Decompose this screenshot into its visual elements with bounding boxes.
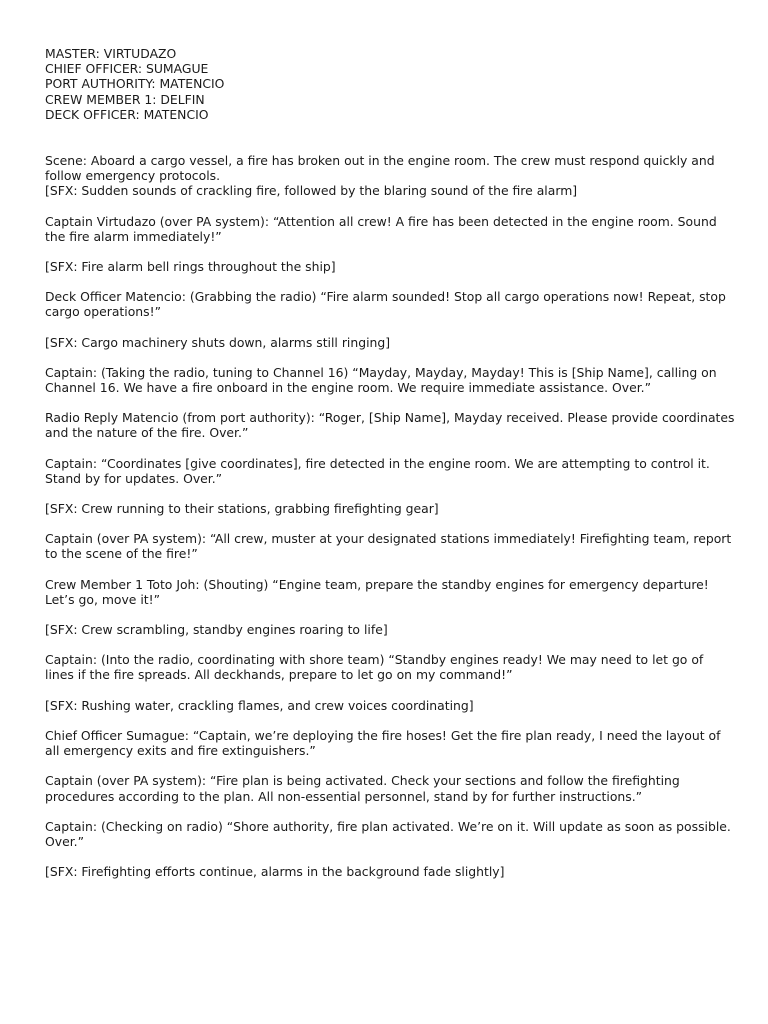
cast-line: DECK OFFICER: MATENCIO bbox=[45, 106, 209, 122]
sfx-line: [SFX: Crew scrambling, standby engines roaring to life] bbox=[45, 622, 388, 638]
scene-intro: Scene: Aboard a cargo vessel, a fire has broken out in the engine room. The crew must respond quickly and follow emergency protocols. bbox=[45, 153, 715, 184]
cast-line: MASTER: VIRTUDAZO bbox=[45, 46, 177, 61]
cast-line: CREW MEMBER 1: DELFIN bbox=[45, 91, 205, 107]
dialogue-line: Captain Virtudazo (over PA system): “Attention all crew! A fire has been detected in the engine room. Sound the fire alarm immediately!” bbox=[45, 213, 717, 244]
dialogue-line: Captain (over PA system): “All crew, muster at your designated stations immediately! Firefighting team, report to the scene of the fire!” bbox=[45, 531, 732, 562]
cast-line: PORT AUTHORITY: MATENCIO bbox=[45, 76, 225, 92]
dialogue-line: Captain: (Checking on radio) “Shore authority, fire plan activated. We’re on it. Will update as soon as possible. Over.” bbox=[45, 818, 731, 849]
dialogue-line: Chief Officer Sumague: “Captain, we’re deploying the fire hoses! Get the fire plan ready, I need the layout of all emergency exits and fire extinguishers.” bbox=[45, 727, 721, 759]
sfx-line: [SFX: Firefighting efforts continue, alarms in the background fade slightly] bbox=[45, 864, 505, 880]
cast-line: CHIEF OFFICER: SUMAGUE bbox=[45, 61, 209, 77]
cast-list bbox=[45, 46, 735, 122]
sfx-line: [SFX: Rushing water, crackling flames, and crew voices coordinating] bbox=[45, 697, 474, 713]
dialogue-line: Captain (over PA system): “Fire plan is being activated. Check your sections and follow the firefighting procedures according to the plan. All non-essential personnel, stand by for further instructions.” bbox=[45, 773, 680, 804]
sfx-line: [SFX: Crew running to their stations, grabbing firefighting gear] bbox=[45, 501, 439, 517]
sfx-line: [SFX: Fire alarm bell rings throughout the ship] bbox=[45, 259, 336, 275]
dialogue-line: Crew Member 1 Toto Joh: (Shouting) “Engine team, prepare the standby engines for emergency departure! Let’s go, move it!” bbox=[45, 576, 709, 607]
dialogue-line: Deck Officer Matencio: (Grabbing the radio) “Fire alarm sounded! Stop all cargo operations now! Repeat, stop cargo operations!” bbox=[45, 289, 726, 320]
sfx-line: [SFX: Cargo machinery shuts down, alarms still ringing] bbox=[45, 334, 391, 350]
dialogue-line: Radio Reply Matencio (from port authority): “Roger, [Ship Name], Mayday received. Please provide coordinates and the nature of the fire. Over.” bbox=[45, 410, 735, 441]
dialogue-line: Captain: (Into the radio, coordinating with shore team) “Standby engines ready! We may need to let go of lines if the fire spreads. All deckhands, prepare to let go on my command!” bbox=[45, 652, 704, 683]
dialogue-line: Captain: (Taking the radio, tuning to Channel 16) “Mayday, Mayday, Mayday! This is [Ship Name], calling on Channel 16. We have a fire onboard in the engine room. We require immediate assistance. Over.” bbox=[45, 364, 717, 396]
script-document bbox=[45, 46, 735, 894]
dialogue-line: Captain: “Coordinates [give coordinates], fire detected in the engine room. We are attempting to control it. Stand by for updates. Over.” bbox=[45, 455, 710, 486]
sfx-line: [SFX: Sudden sounds of crackling fire, followed by the blaring sound of the fire alarm] bbox=[45, 183, 578, 199]
